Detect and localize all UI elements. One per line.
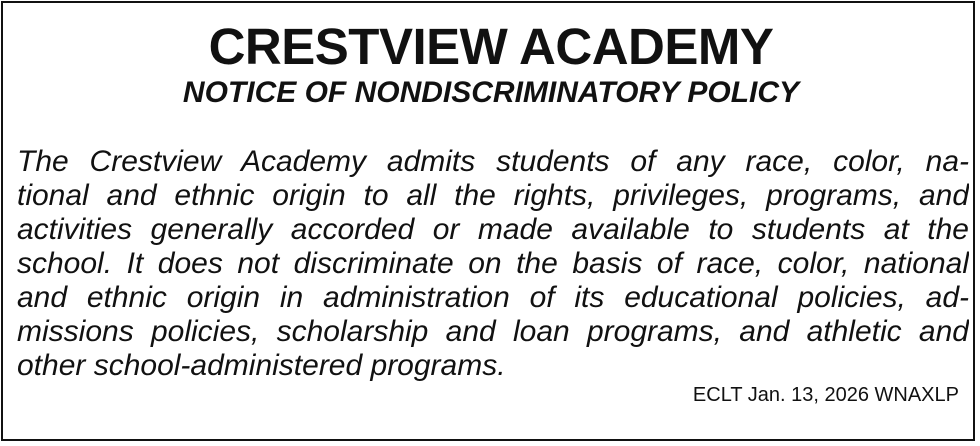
body-line: activities generally accorded or made available to students at the bbox=[17, 213, 969, 246]
body-line: tional and ethnic origin to all the rights, privileges, programs, and bbox=[17, 179, 969, 212]
notice-body bbox=[17, 145, 969, 383]
body-line: missions policies, scholarship and loan programs, and athletic and bbox=[17, 315, 969, 348]
body-line: school. It does not discriminate on the basis of race, color, national bbox=[17, 247, 969, 280]
notice-title: CRESTVIEW ACADEMY bbox=[208, 18, 774, 75]
body-line: other school-administered programs. bbox=[17, 349, 506, 382]
body-line: and ethnic origin in administration of its educational policies, ad- bbox=[17, 281, 969, 314]
body-line: The Crestview Academy admits students of any race, color, na- bbox=[17, 145, 969, 178]
publication-tag: ECLT Jan. 13, 2026 WNAXLP bbox=[692, 384, 959, 406]
notice-frame bbox=[1, 1, 975, 441]
notice-subtitle: NOTICE OF NONDISCRIMINATORY POLICY bbox=[182, 76, 800, 109]
